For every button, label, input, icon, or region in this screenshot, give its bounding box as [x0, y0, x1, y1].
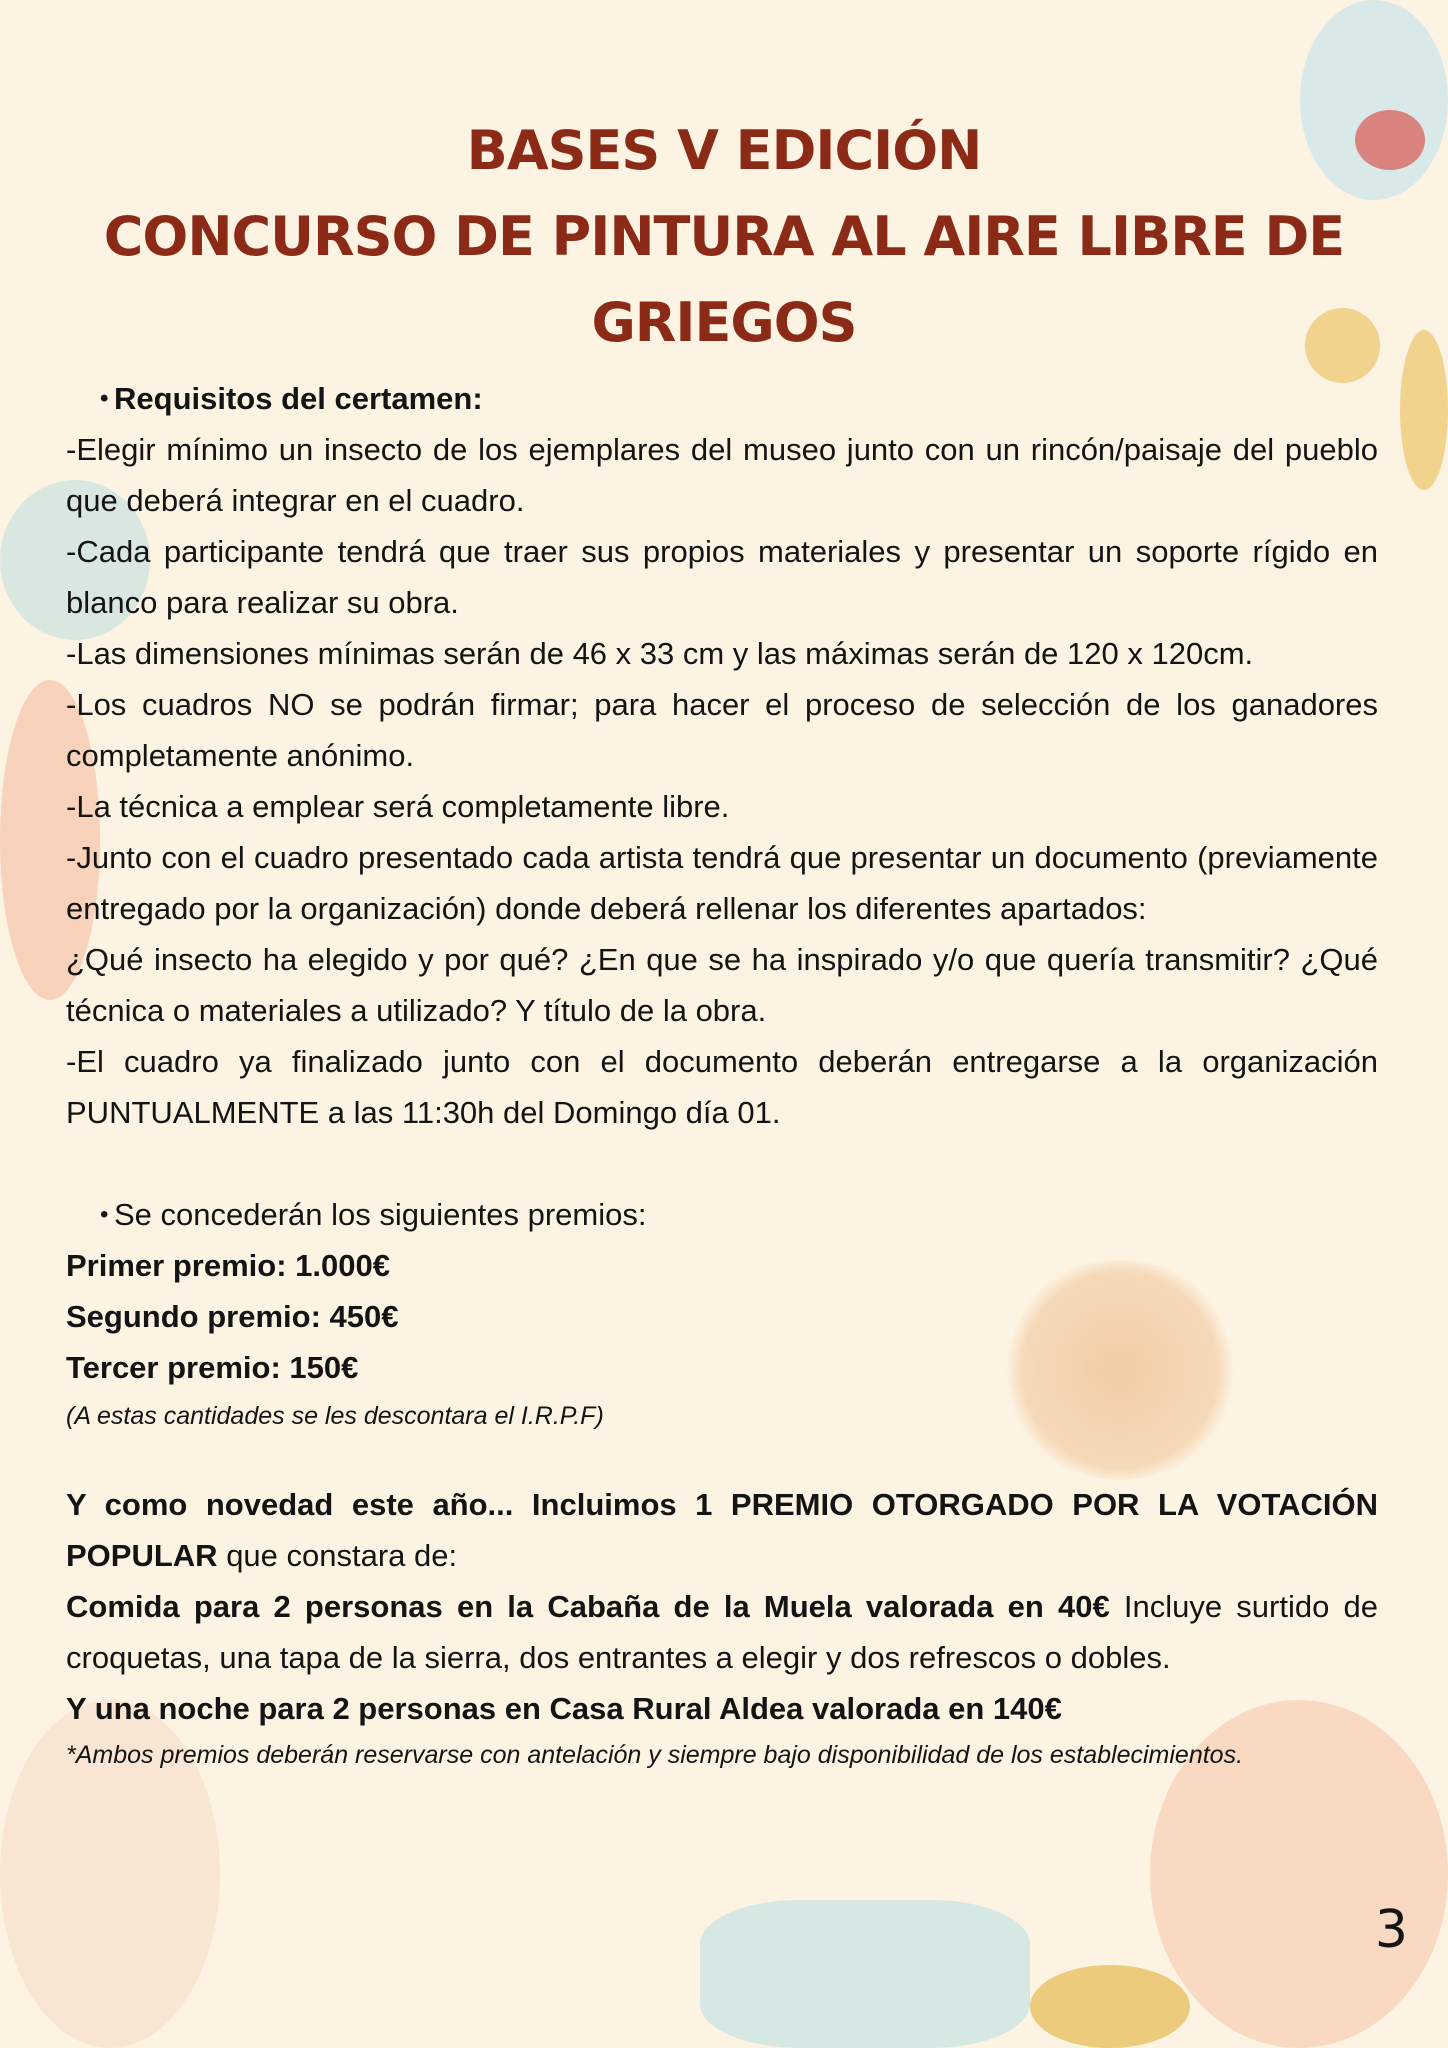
page-title [0, 108, 1448, 366]
requisito-item: -Junto con el cuadro presentado cada artista tendrá que presentar un documento (previamente entregado por la organización) donde deberá rellenar los diferentes apartados: [66, 840, 1378, 926]
title-line: CONCURSO DE PINTURA AL AIRE LIBRE DE [103, 205, 1345, 268]
requisito-item: -El cuadro ya finalizado junto con el documento deberán entregarse a la organización PUNTUALMENTE a las 11:30h del Domingo día 01. [66, 1044, 1378, 1130]
comida-bold: Comida para 2 personas en la Cabaña de la Muela valorada en 40€ [66, 1589, 1110, 1624]
noche-prize: Y una noche para 2 personas en Casa Rural Aldea valorada en 140€ [66, 1691, 1062, 1726]
requisito-item: -La técnica a emplear será completamente libre. [66, 789, 730, 824]
requisito-item: -Los cuadros NO se podrán firmar; para hacer el proceso de selección de los ganadores completamente anónimo. [66, 687, 1378, 773]
reserva-note: *Ambos premios deberán reservarse con antelación y siempre bajo disponibilidad de los establecimientos. [66, 1741, 1244, 1769]
novedad-rest: que constara de: [217, 1538, 458, 1573]
requisito-item: ¿Qué insecto ha elegido y por qué? ¿En que se ha inspirado y/o que quería transmitir? ¿Qué técnica o materiales a utilizado? Y título de la obra. [66, 942, 1378, 1028]
title-line: BASES V EDICIÓN [466, 119, 982, 182]
premios-heading: • Se concederán los siguientes premios: [66, 1189, 1378, 1240]
title-line: GRIEGOS [591, 291, 857, 354]
tercer-premio: Tercer premio: 150€ [66, 1350, 359, 1385]
document-body [66, 373, 1378, 1776]
novedad-text [66, 1479, 1378, 1581]
irpf-note: (A estas cantidades se les descontara el I.R.P.F) [66, 1402, 604, 1430]
requisito-item: -Elegir mínimo un insecto de los ejemplares del museo junto con un rincón/paisaje del pueblo que deberá integrar en el cuadro. [66, 432, 1378, 518]
watercolor-shape-yellow [1030, 1965, 1190, 2048]
watercolor-shape-blue [700, 1900, 1030, 2048]
page-number: 3 [1374, 1900, 1408, 1960]
requisitos-heading: • Requisitos del certamen: [66, 373, 1378, 424]
requisito-item: -Cada participante tendrá que traer sus propios materiales y presentar un soporte rígido en blanco para realizar su obra. [66, 534, 1378, 620]
novedad-bold: Y como novedad este año... Incluimos 1 PREMIO OTORGADO POR LA VOTACIÓN POPULAR [66, 1487, 1378, 1573]
primer-premio: Primer premio: 1.000€ [66, 1248, 390, 1283]
comida-prize [66, 1581, 1378, 1683]
comida-rest: Incluye surtido de croquetas, una tapa de la sierra, dos entrantes a elegir y dos refrescos o dobles. [66, 1589, 1378, 1675]
segundo-premio: Segundo premio: 450€ [66, 1299, 399, 1334]
requisito-item: -Las dimensiones mínimas serán de 46 x 33 cm y las máximas serán de 120 x 120cm. [66, 636, 1254, 671]
